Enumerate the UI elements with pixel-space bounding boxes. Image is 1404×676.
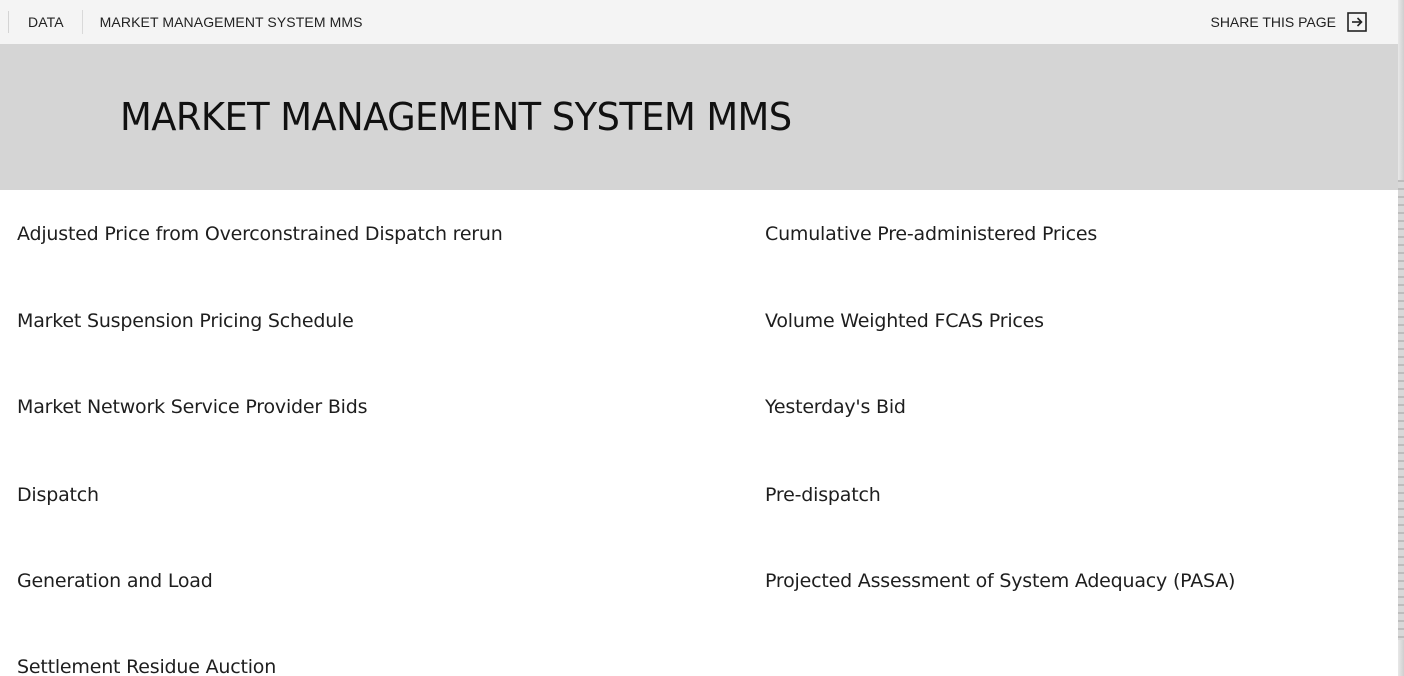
links-grid — [0, 190, 1398, 676]
breadcrumb-bar — [0, 0, 1398, 44]
share-label: SHARE THIS PAGE — [1210, 14, 1336, 30]
scrollbar[interactable] — [1398, 0, 1404, 676]
breadcrumb-item-data[interactable]: DATA — [28, 14, 64, 30]
share-icon — [1346, 11, 1368, 33]
link-market-suspension-pricing[interactable]: Market Suspension Pricing Schedule — [17, 310, 354, 332]
link-pasa[interactable]: Projected Assessment of System Adequacy (PASA) — [765, 570, 1236, 592]
link-cumulative-pre-administered-prices[interactable]: Cumulative Pre-administered Prices — [765, 223, 1098, 245]
link-mnsp-bids[interactable]: Market Network Service Provider Bids — [17, 396, 368, 418]
link-dispatch[interactable]: Dispatch — [17, 484, 99, 506]
share-this-page-button[interactable] — [1210, 11, 1368, 33]
link-settlement-residue-auction[interactable]: Settlement Residue Auction — [17, 656, 277, 676]
breadcrumb-item-current[interactable]: MARKET MANAGEMENT SYSTEM MMS — [99, 14, 363, 30]
link-generation-and-load[interactable]: Generation and Load — [17, 570, 213, 592]
link-pre-dispatch[interactable]: Pre-dispatch — [765, 484, 881, 506]
page-title: MARKET MANAGEMENT SYSTEM MMS — [120, 95, 792, 139]
page-banner — [0, 44, 1398, 190]
link-yesterdays-bid[interactable]: Yesterday's Bid — [765, 396, 906, 418]
link-adjusted-price[interactable]: Adjusted Price from Overconstrained Dispatch rerun — [17, 223, 503, 245]
scrollbar-thumb[interactable] — [1398, 180, 1404, 640]
breadcrumb — [9, 10, 381, 34]
link-volume-weighted-fcas-prices[interactable]: Volume Weighted FCAS Prices — [765, 310, 1044, 332]
